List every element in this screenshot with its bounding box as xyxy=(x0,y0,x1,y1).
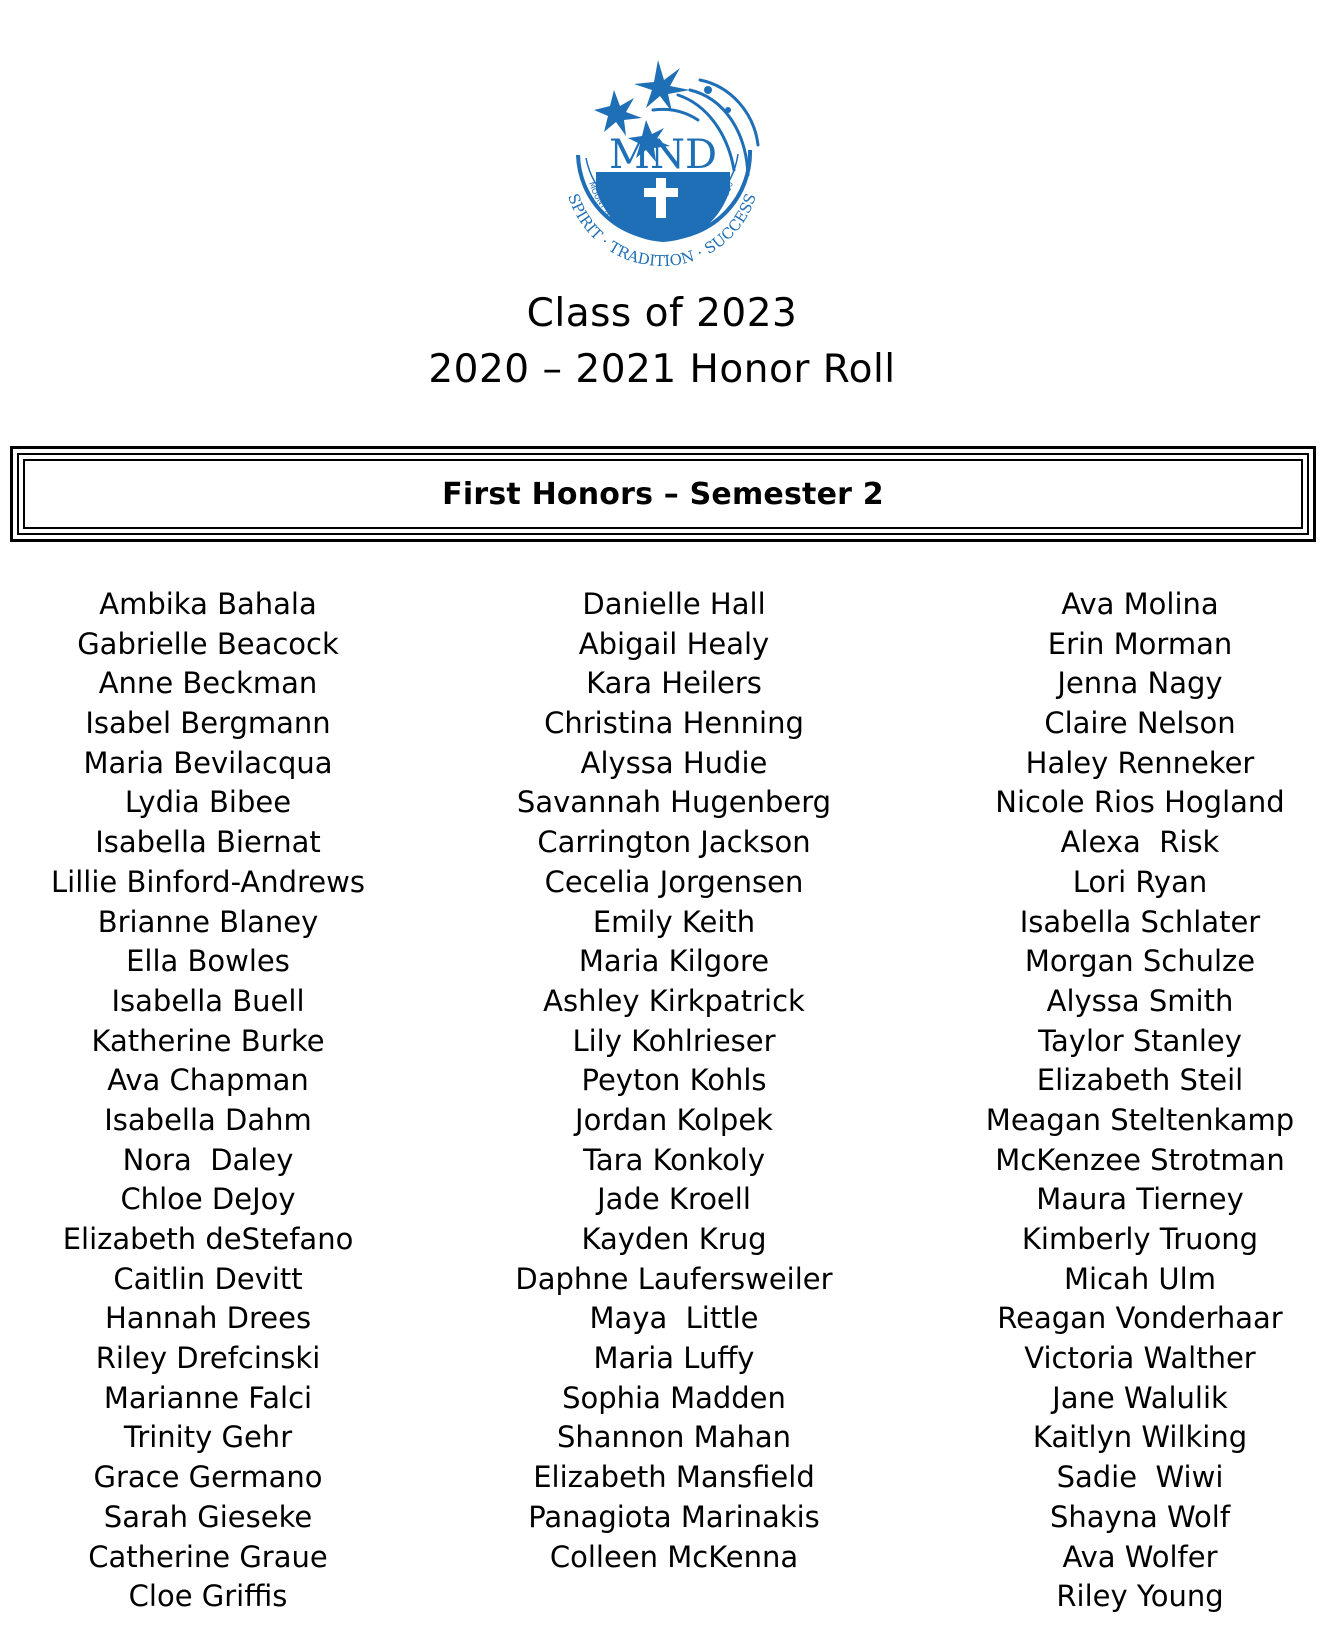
student-name: Caitlin Devitt xyxy=(113,1261,303,1296)
student-name: Gabrielle Beacock xyxy=(77,626,339,661)
student-name: Jordan Kolpek xyxy=(575,1102,773,1137)
student-name: Alexa Risk xyxy=(1060,825,1220,860)
student-name: Reagan Vonderhaar xyxy=(997,1301,1283,1336)
names-column-2 xyxy=(454,585,894,1577)
student-name: Isabella Schlater xyxy=(1019,904,1261,939)
frame-inner-border xyxy=(23,459,1303,529)
student-name: Grace Germano xyxy=(93,1460,323,1495)
student-name: Catherine Graue xyxy=(88,1539,328,1574)
student-name: Chloe DeJoy xyxy=(120,1182,296,1217)
student-name: Taylor Stanley xyxy=(1038,1023,1242,1058)
student-name: Kimberly Truong xyxy=(1021,1222,1259,1256)
honor-roll-title: 2020 – 2021 Honor Roll xyxy=(428,347,896,392)
student-name: Christina Henning xyxy=(544,706,804,741)
names-column-1 xyxy=(0,585,428,1617)
student-name: Ashley Kirkpatrick xyxy=(543,983,805,1018)
student-name: Morgan Schulze xyxy=(1024,944,1256,979)
student-name: Peyton Kohls xyxy=(581,1063,767,1098)
school-crest-logo xyxy=(558,50,768,275)
student-name: Jane Walulik xyxy=(1052,1380,1228,1415)
student-name: Micah Ulm xyxy=(1064,1261,1216,1296)
student-name: Kayden Krug xyxy=(581,1222,767,1256)
student-name: Lori Ryan xyxy=(1072,864,1208,899)
student-name: Alyssa Smith xyxy=(1046,983,1234,1018)
student-name: Marianne Falci xyxy=(103,1380,313,1415)
frame-middle-border xyxy=(17,453,1309,535)
student-name: Nicole Rios Hogland xyxy=(995,785,1285,820)
student-name: Nora Daley xyxy=(122,1142,294,1177)
student-name: Trinity Gehr xyxy=(123,1420,293,1455)
student-name: Claire Nelson xyxy=(1044,706,1236,741)
student-name: Brianne Blaney xyxy=(97,904,319,939)
student-name: Abigail Healy xyxy=(578,626,770,661)
student-name: Jade Kroell xyxy=(597,1182,751,1217)
student-name: Hannah Drees xyxy=(104,1301,312,1336)
student-name: Ava Wolfer xyxy=(1062,1539,1218,1574)
student-name: Elizabeth Mansfield xyxy=(533,1460,815,1495)
student-name: Tara Konkoly xyxy=(582,1142,765,1177)
student-name: Sarah Gieseke xyxy=(103,1499,313,1534)
student-name: Erin Morman xyxy=(1047,626,1233,661)
student-name: Shayna Wolf xyxy=(1049,1499,1231,1534)
student-name: Emily Keith xyxy=(592,904,756,939)
student-name: Elizabeth Steil xyxy=(1036,1063,1244,1098)
section-heading-frame xyxy=(10,446,1316,542)
svg-text:MOUNT NOTRE DAME HIGH SCHOOL ·: MOUNT NOTRE DAME HIGH SCHOOL · EST. 1860 xyxy=(586,180,735,240)
student-name: Isabel Bergmann xyxy=(85,706,331,741)
student-name: Carrington Jackson xyxy=(537,825,811,860)
student-name: Maria Luffy xyxy=(593,1341,755,1376)
student-name: Cloe Griffis xyxy=(128,1579,288,1614)
student-name: Riley Drefcinski xyxy=(95,1341,321,1376)
student-name: Isabella Buell xyxy=(111,983,305,1018)
student-name: Haley Renneker xyxy=(1025,745,1255,780)
student-name: McKenzee Strotman xyxy=(995,1142,1285,1177)
student-name: Ambika Bahala xyxy=(99,587,317,621)
student-name: Maria Kilgore xyxy=(578,944,770,979)
student-name: Jenna Nagy xyxy=(1057,666,1223,701)
student-name: Isabella Biernat xyxy=(95,825,321,860)
student-name: Lydia Bibee xyxy=(124,785,292,820)
student-name: Victoria Walther xyxy=(1024,1341,1256,1376)
student-name: Colleen McKenna xyxy=(549,1539,799,1574)
student-name: Katherine Burke xyxy=(91,1023,325,1058)
student-name: Elizabeth deStefano xyxy=(62,1222,354,1256)
student-name: Meagan Steltenkamp xyxy=(985,1102,1295,1137)
svg-text:SPIRIT · TRADITION · SUCCESS: SPIRIT · TRADITION · SUCCESS xyxy=(564,191,760,271)
student-name: Sophia Madden xyxy=(562,1380,786,1415)
student-name: Sadie Wiwi xyxy=(1056,1460,1224,1495)
student-name: Cecelia Jorgensen xyxy=(544,864,804,899)
student-name: Ava Molina xyxy=(1061,587,1219,621)
document-title xyxy=(0,286,1324,398)
section-heading: First Honors – Semester 2 xyxy=(442,476,884,512)
student-name: Isabella Dahm xyxy=(104,1102,312,1137)
student-name: Maria Bevilacqua xyxy=(83,745,333,780)
student-name: Ella Bowles xyxy=(126,944,290,979)
student-name: Daphne Laufersweiler xyxy=(515,1261,833,1296)
student-name: Ava Chapman xyxy=(107,1063,309,1098)
student-name: Kara Heilers xyxy=(586,666,762,701)
student-name: Maya Little xyxy=(589,1301,759,1336)
student-name: Alyssa Hudie xyxy=(580,745,768,780)
student-name: Anne Beckman xyxy=(98,666,318,701)
class-title: Class of 2023 xyxy=(526,291,798,336)
student-name: Danielle Hall xyxy=(582,587,766,621)
student-name: Lily Kohlrieser xyxy=(572,1023,776,1058)
student-name: Maura Tierney xyxy=(1036,1182,1244,1217)
student-name: Lillie Binford-Andrews xyxy=(51,864,365,899)
logo-main-letters: MND xyxy=(608,132,718,178)
student-name: Kaitlyn Wilking xyxy=(1032,1420,1248,1455)
student-name: Savannah Hugenberg xyxy=(516,785,832,820)
student-name: Shannon Mahan xyxy=(557,1420,791,1455)
student-name: Panagiota Marinakis xyxy=(528,1499,820,1534)
student-name: Riley Young xyxy=(1056,1579,1224,1614)
names-column-3 xyxy=(920,585,1324,1617)
